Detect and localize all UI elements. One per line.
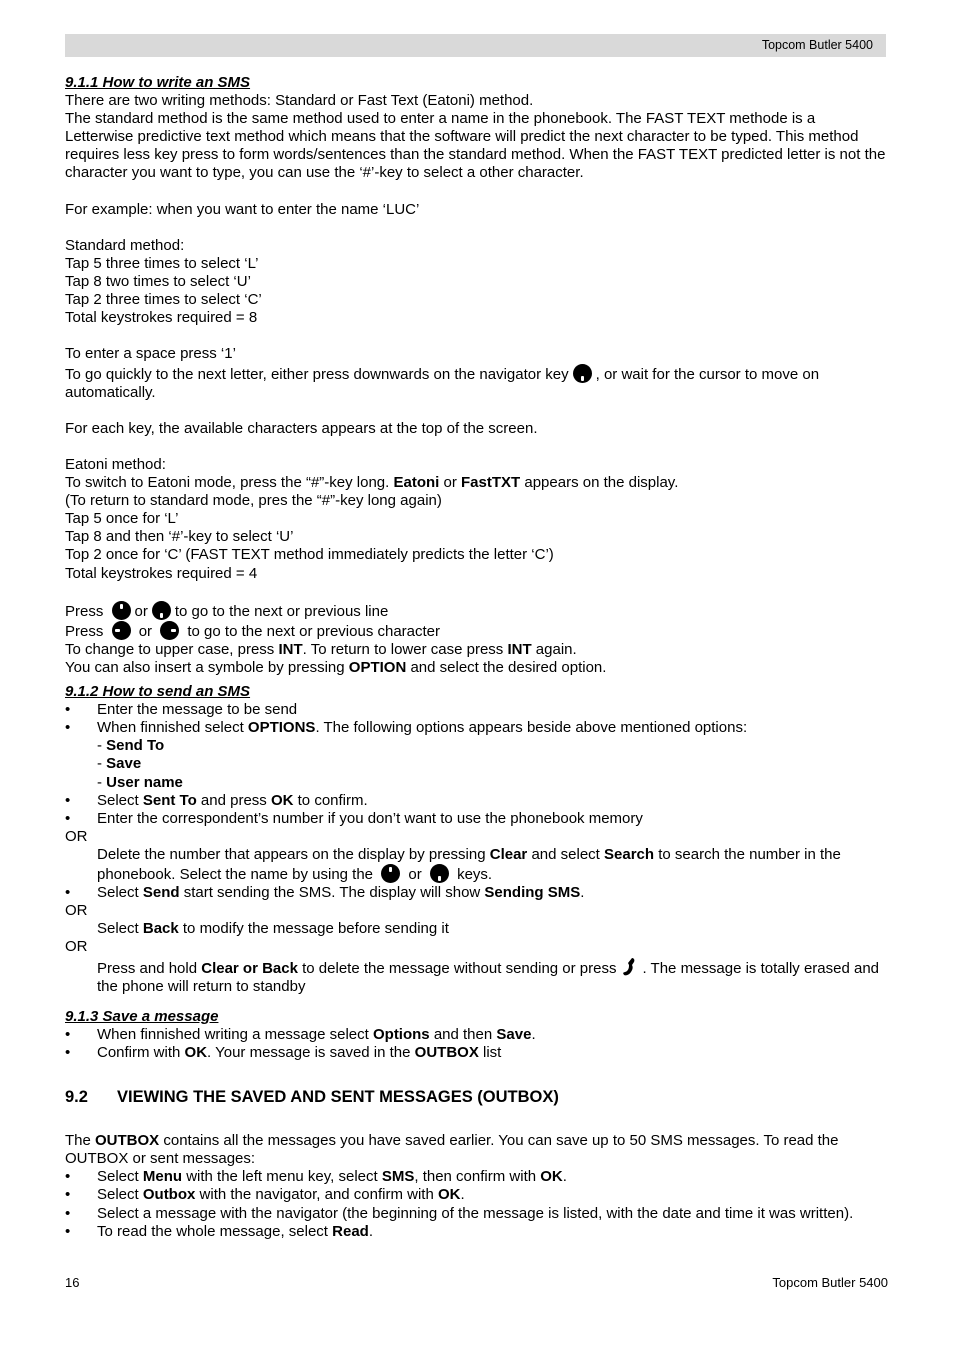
list-item: • Confirm with OK. Your message is saved in the OUTBOX list [65, 1044, 887, 1062]
text: The standard method is the same method used to enter a name in the phonebook. The FAST TEXT methode is a Letterwise predictive text method which means that the software will predict the next character to be typed. This method requires less key press to form words/sentences than the standard method. When the FAST TEXT predicted letter is not the character you want to type, you can use the ‘#’-key to select a other character. [65, 110, 886, 182]
heading-913: 9.1.3 Save a message [65, 1007, 219, 1025]
text: OR [65, 827, 88, 845]
header-title: Topcom Butler 5400 [761, 38, 873, 52]
text: Tap 8 and then ‘#’-key to select ‘U’ [65, 528, 294, 546]
text: To change to upper case, press INT. To return to lower case press INT again. [65, 640, 577, 658]
text: Top 2 once for ‘C’ (FAST TEXT method immediately predicts the letter ‘C’) [65, 546, 554, 564]
text: There are two writing methods: Standard or Fast Text (Eatoni) method. [65, 92, 534, 110]
list-item: • To read the whole message, select Read. [65, 1223, 887, 1241]
section-heading-9-2: 9.2 VIEWING THE SAVED AND SENT MESSAGES (OUTBOX) [65, 1088, 559, 1107]
list-item: • Enter the correspondent’s number if you don’t want to use the phonebook memory [65, 810, 887, 828]
text: Tap 8 two times to select ‘U’ [65, 273, 251, 291]
text: You can also insert a symbole by pressing OPTION and select the desired option. [65, 659, 607, 676]
list-item: • Select a message with the navigator (the beginning of the message is listed, with the date and time it was written). [65, 1205, 887, 1223]
list-item: • Select Menu with the left menu key, select SMS, then confirm with OK. [65, 1168, 887, 1186]
nav-right-icon [160, 621, 179, 640]
list-item: • Select Outbox with the navigator, and confirm with OK. [65, 1186, 887, 1204]
nav-down-icon [430, 864, 449, 883]
list-item: • Select Send start sending the SMS. The display will show Sending SMS. [65, 884, 887, 902]
text: Press or to go to the next or previous line [65, 602, 389, 620]
text: Press and hold Clear or Back to delete the message without sending or press . The message is totally erased and the phone will return to standby [65, 957, 887, 996]
heading-911: 9.1.1 How to write an SMS [65, 74, 251, 91]
nav-down-icon [573, 364, 592, 383]
option-item: - Send To [97, 737, 165, 755]
text: Tap 5 once for ‘L’ [65, 510, 179, 528]
option-item: - User name [97, 773, 183, 791]
text: OR [65, 938, 88, 956]
text: To switch to Eatoni mode, press the “#”-key long. Eatoni or FastTXT appears on the display. [65, 474, 679, 492]
heading-912: 9.1.2 How to send an SMS [65, 683, 251, 701]
list-item: • When finnished select OPTIONS. The following options appears beside above mentioned options: [65, 719, 887, 737]
text: To go quickly to the next letter, either press downwards on the navigator key , or wait for the cursor to move on automatically. [65, 365, 820, 401]
text: For example: when you want to enter the name ‘LUC’ [65, 200, 420, 218]
text: Total keystrokes required = 4 [65, 564, 258, 582]
text: Select Back to modify the message before sending it [97, 920, 449, 938]
text: Press or to go to the next or previous character [65, 622, 441, 640]
nav-up-icon [381, 864, 400, 883]
list-item: • Select Sent To and press OK to confirm. [65, 792, 887, 810]
list-item: • Enter the message to be send [65, 701, 887, 719]
page-content [65, 74, 887, 1241]
page-header-bar [65, 34, 886, 57]
list-item: • When finnished writing a message select Options and then Save. [65, 1026, 887, 1044]
text: (To return to standard mode, pres the “#”-key long again) [65, 492, 442, 510]
text: Eatoni method: [65, 455, 166, 473]
text: Delete the number that appears on the display by pressing Clear and select Search to search the number in the phonebook. Select the name by using the or keys. [97, 845, 841, 884]
text: Total keystrokes required = 8 [65, 309, 258, 327]
text: Tap 2 three times to select ‘C’ [65, 291, 262, 309]
phone-hangup-icon [622, 957, 636, 977]
footer-title: Topcom Butler 5400 [772, 1275, 888, 1290]
nav-left-icon [112, 621, 131, 640]
text: Tap 5 three times to select ‘L’ [65, 254, 259, 272]
option-item: - Save [97, 755, 142, 773]
text: To enter a space press ‘1’ [65, 345, 236, 363]
page-number: 16 [65, 1275, 80, 1290]
text: For each key, the available characters appears at the top of the screen. [65, 419, 538, 437]
nav-up-icon [112, 601, 131, 620]
text: The OUTBOX contains all the messages you have saved earlier. You can save up to 50 SMS messages. To read the OUTBOX or sent messages: [65, 1132, 839, 1168]
nav-down-icon [152, 601, 171, 620]
text: Standard method: [65, 236, 185, 254]
text: OR [65, 902, 88, 920]
